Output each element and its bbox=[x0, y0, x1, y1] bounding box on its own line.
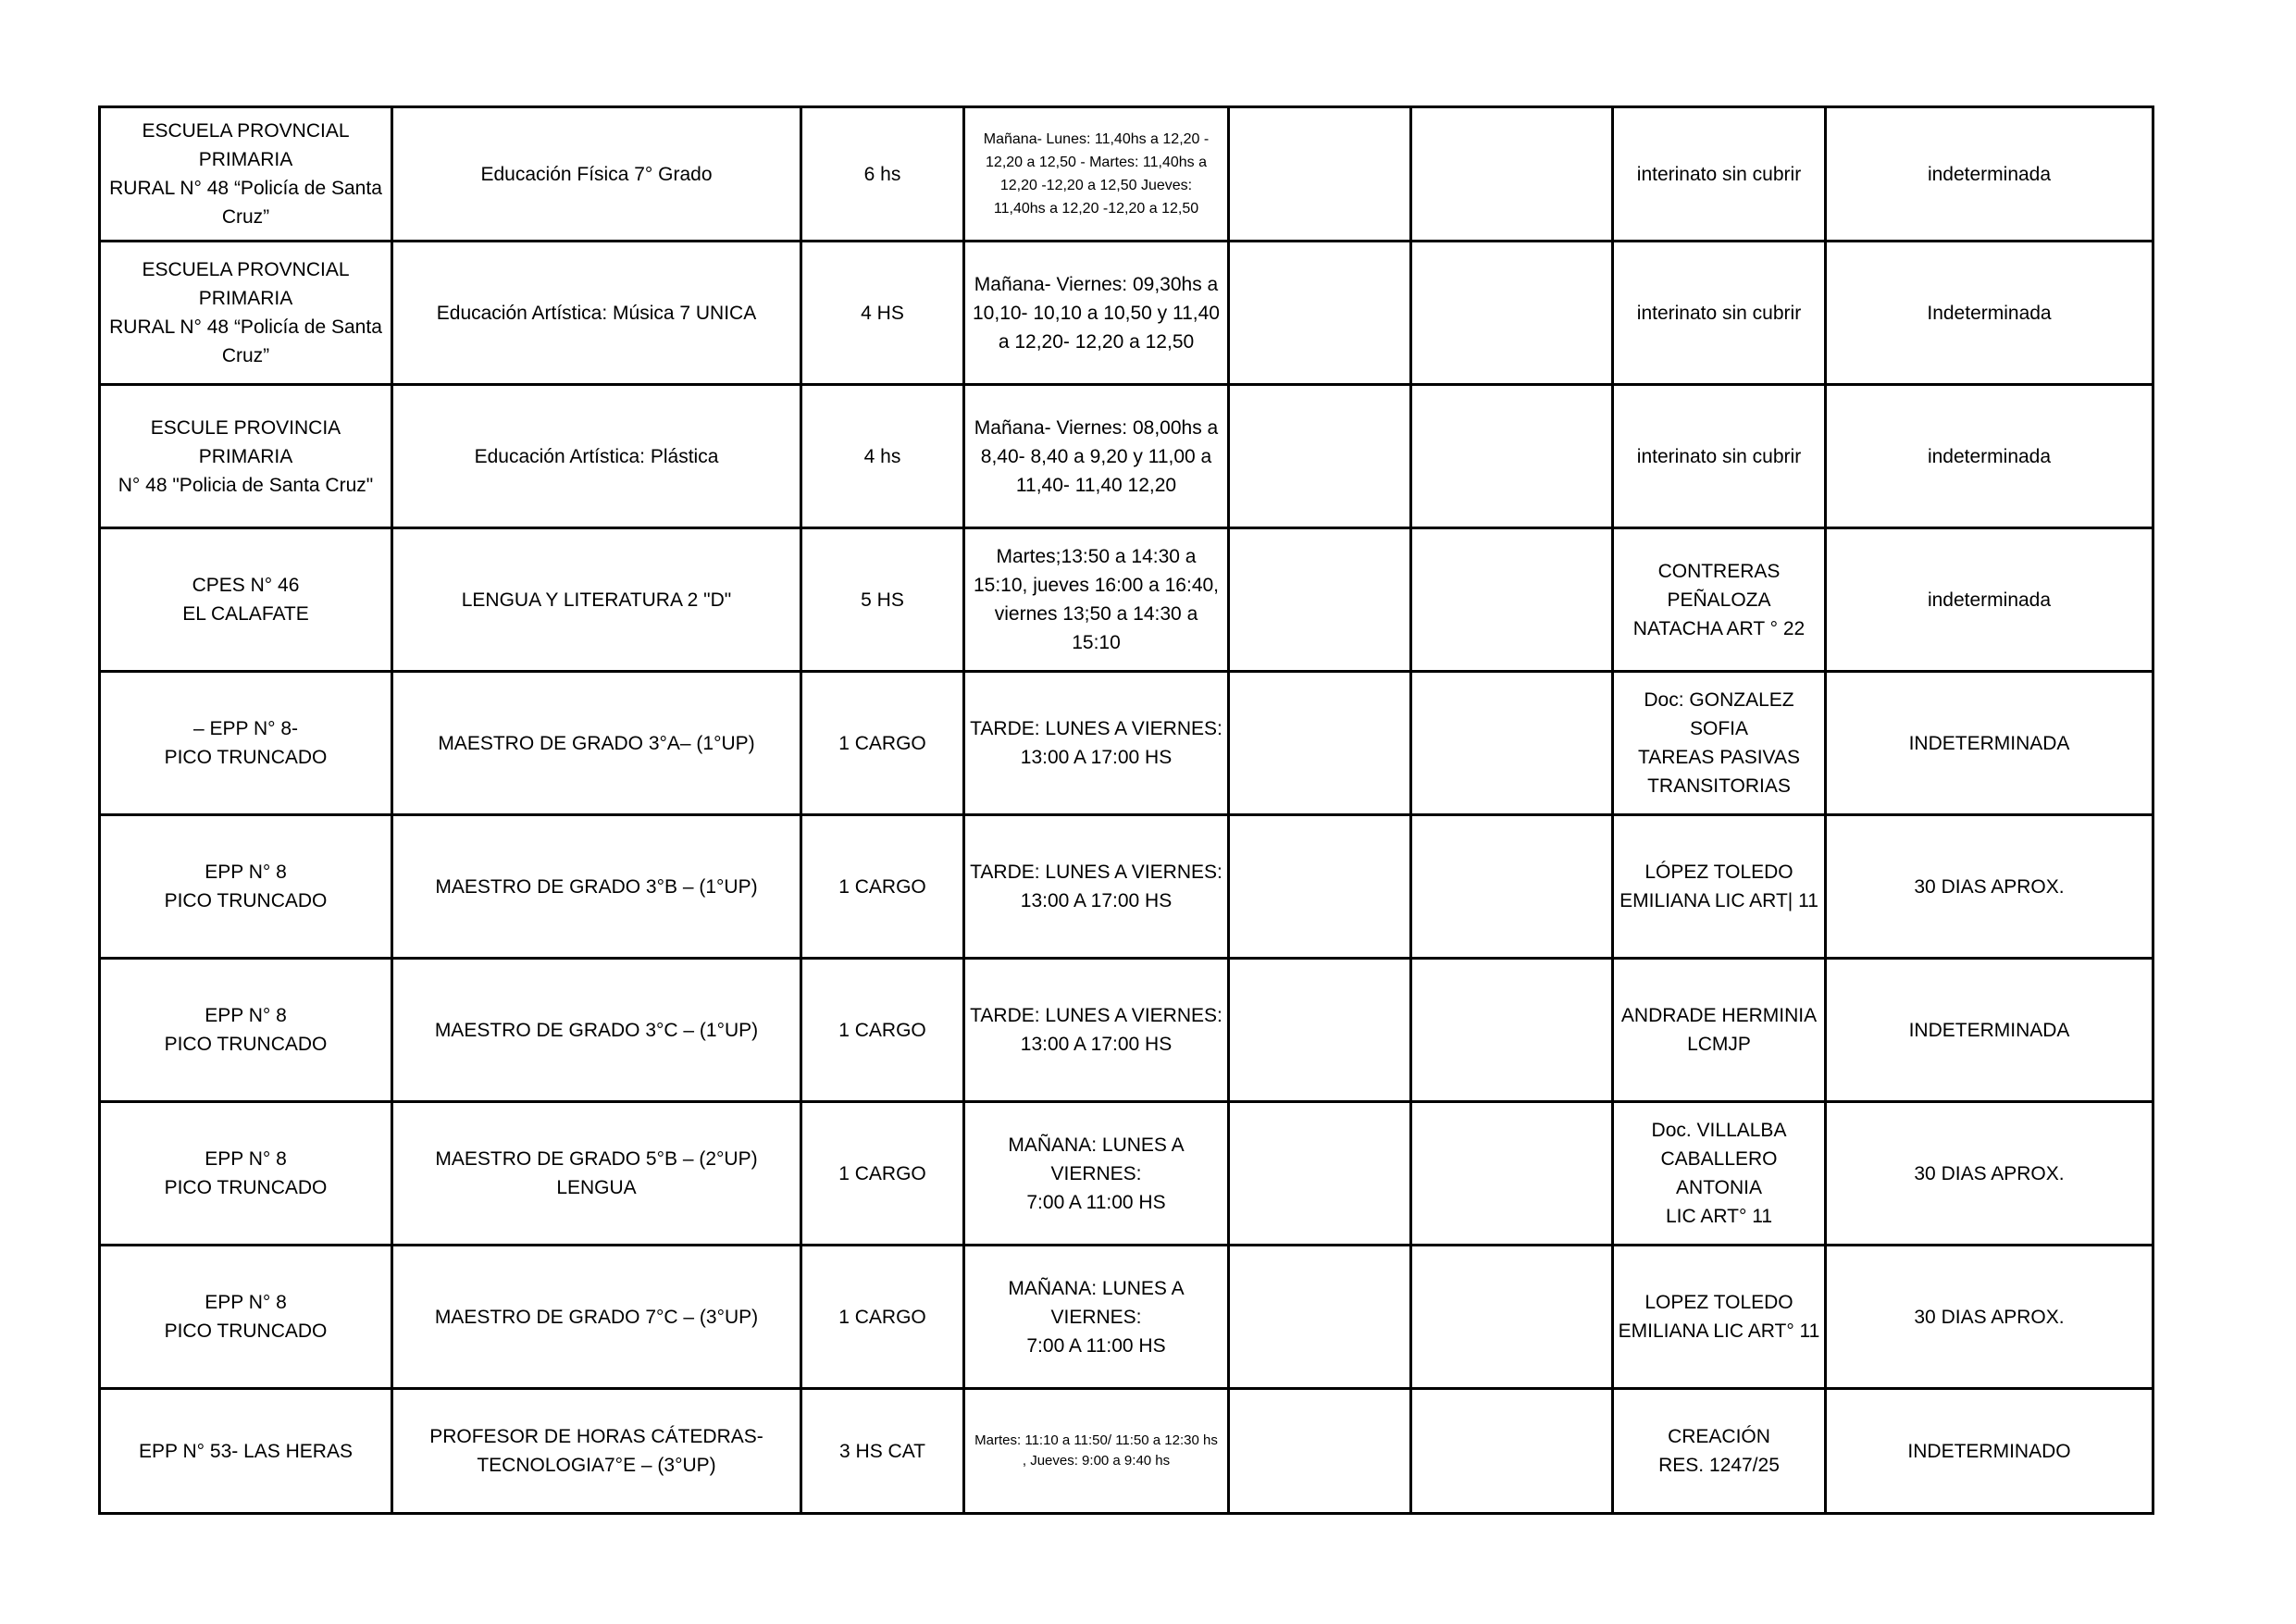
table-row bbox=[100, 1246, 2153, 1389]
empty-cell bbox=[1411, 385, 1613, 528]
subject-cell: Educación Física 7° Grado bbox=[392, 107, 801, 242]
hours-cell: 1 CARGO bbox=[801, 1246, 964, 1389]
empty-cell bbox=[1229, 1246, 1411, 1389]
empty-cell bbox=[1411, 107, 1613, 242]
holder-cell: Doc. VILLALBA CABALLERO ANTONIA LIC ART° 11 bbox=[1613, 1102, 1826, 1246]
school-cell: ESCUELA PROVNCIAL PRIMARIA RURAL N° 48 “Policía de Santa Cruz” bbox=[100, 242, 392, 385]
hours-cell: 1 CARGO bbox=[801, 959, 964, 1102]
empty-cell bbox=[1411, 959, 1613, 1102]
school-cell: EPP N° 8 PICO TRUNCADO bbox=[100, 1246, 392, 1389]
hours-cell: 4 hs bbox=[801, 385, 964, 528]
school-cell: EPP N° 8 PICO TRUNCADO bbox=[100, 1102, 392, 1246]
duration-cell: 30 DIAS APROX. bbox=[1826, 1102, 2153, 1246]
subject-cell: Educación Artística: Música 7 UNICA bbox=[392, 242, 801, 385]
holder-cell: ANDRADE HERMINIA LCMJP bbox=[1613, 959, 1826, 1102]
holder-cell: LÓPEZ TOLEDO EMILIANA LIC ART| 11 bbox=[1613, 815, 1826, 959]
school-cell: ESCUELA PROVNCIAL PRIMARIA RURAL N° 48 “Policía de Santa Cruz” bbox=[100, 107, 392, 242]
empty-cell bbox=[1229, 1389, 1411, 1514]
duration-cell: indeterminada bbox=[1826, 528, 2153, 672]
duration-cell: 30 DIAS APROX. bbox=[1826, 815, 2153, 959]
table-row bbox=[100, 385, 2153, 528]
empty-cell bbox=[1411, 815, 1613, 959]
schedule-cell: TARDE: LUNES A VIERNES: 13:00 A 17:00 HS bbox=[964, 672, 1229, 815]
subject-cell: MAESTRO DE GRADO 3°C – (1°UP) bbox=[392, 959, 801, 1102]
empty-cell bbox=[1229, 107, 1411, 242]
schedule-cell: MAÑANA: LUNES A VIERNES: 7:00 A 11:00 HS bbox=[964, 1102, 1229, 1246]
schedule-cell: MAÑANA: LUNES A VIERNES: 7:00 A 11:00 HS bbox=[964, 1246, 1229, 1389]
empty-cell bbox=[1411, 672, 1613, 815]
hours-cell: 3 HS CAT bbox=[801, 1389, 964, 1514]
empty-cell bbox=[1229, 242, 1411, 385]
table-row bbox=[100, 815, 2153, 959]
subject-cell: MAESTRO DE GRADO 3°A– (1°UP) bbox=[392, 672, 801, 815]
school-cell: EPP N° 8 PICO TRUNCADO bbox=[100, 815, 392, 959]
hours-cell: 1 CARGO bbox=[801, 1102, 964, 1246]
empty-cell bbox=[1229, 385, 1411, 528]
school-cell: CPES N° 46 EL CALAFATE bbox=[100, 528, 392, 672]
schedule-cell: Martes;13:50 a 14:30 a 15:10, jueves 16:00 a 16:40, viernes 13;50 a 14:30 a 15:10 bbox=[964, 528, 1229, 672]
subject-cell: PROFESOR DE HORAS CÁTEDRAS- TECNOLOGIA7°E – (3°UP) bbox=[392, 1389, 801, 1514]
vacancies-table bbox=[98, 105, 2154, 1515]
hours-cell: 4 HS bbox=[801, 242, 964, 385]
school-cell: ESCULE PROVINCIA PRIMARIA N° 48 "Policia de Santa Cruz" bbox=[100, 385, 392, 528]
empty-cell bbox=[1229, 528, 1411, 672]
holder-cell: CREACIÓN RES. 1247/25 bbox=[1613, 1389, 1826, 1514]
empty-cell bbox=[1411, 1246, 1613, 1389]
holder-cell: Doc: GONZALEZ SOFIA TAREAS PASIVAS TRANSITORIAS bbox=[1613, 672, 1826, 815]
duration-cell: INDETERMINADA bbox=[1826, 672, 2153, 815]
subject-cell: MAESTRO DE GRADO 3°B – (1°UP) bbox=[392, 815, 801, 959]
holder-cell: interinato sin cubrir bbox=[1613, 242, 1826, 385]
table-row bbox=[100, 1102, 2153, 1246]
table-row bbox=[100, 959, 2153, 1102]
holder-cell: interinato sin cubrir bbox=[1613, 385, 1826, 528]
table-row bbox=[100, 528, 2153, 672]
empty-cell bbox=[1229, 959, 1411, 1102]
holder-cell: CONTRERAS PEÑALOZA NATACHA ART ° 22 bbox=[1613, 528, 1826, 672]
hours-cell: 1 CARGO bbox=[801, 672, 964, 815]
empty-cell bbox=[1229, 672, 1411, 815]
empty-cell bbox=[1411, 1389, 1613, 1514]
subject-cell: MAESTRO DE GRADO 5°B – (2°UP) LENGUA bbox=[392, 1102, 801, 1246]
empty-cell bbox=[1411, 1102, 1613, 1246]
holder-cell: LOPEZ TOLEDO EMILIANA LIC ART° 11 bbox=[1613, 1246, 1826, 1389]
table-row bbox=[100, 672, 2153, 815]
duration-cell: INDETERMINADO bbox=[1826, 1389, 2153, 1514]
subject-cell: MAESTRO DE GRADO 7°C – (3°UP) bbox=[392, 1246, 801, 1389]
schedule-cell: TARDE: LUNES A VIERNES: 13:00 A 17:00 HS bbox=[964, 815, 1229, 959]
table-row bbox=[100, 242, 2153, 385]
duration-cell: 30 DIAS APROX. bbox=[1826, 1246, 2153, 1389]
subject-cell: Educación Artística: Plástica bbox=[392, 385, 801, 528]
duration-cell: INDETERMINADA bbox=[1826, 959, 2153, 1102]
hours-cell: 5 HS bbox=[801, 528, 964, 672]
schedule-cell: TARDE: LUNES A VIERNES: 13:00 A 17:00 HS bbox=[964, 959, 1229, 1102]
duration-cell: indeterminada bbox=[1826, 385, 2153, 528]
table-row bbox=[100, 1389, 2153, 1514]
hours-cell: 6 hs bbox=[801, 107, 964, 242]
school-cell: EPP N° 8 PICO TRUNCADO bbox=[100, 959, 392, 1102]
duration-cell: Indeterminada bbox=[1826, 242, 2153, 385]
hours-cell: 1 CARGO bbox=[801, 815, 964, 959]
school-cell: – EPP N° 8- PICO TRUNCADO bbox=[100, 672, 392, 815]
empty-cell bbox=[1229, 815, 1411, 959]
holder-cell: interinato sin cubrir bbox=[1613, 107, 1826, 242]
empty-cell bbox=[1411, 242, 1613, 385]
empty-cell bbox=[1411, 528, 1613, 672]
schedule-cell: Mañana- Viernes: 08,00hs a 8,40- 8,40 a 9,20 y 11,00 a 11,40- 11,40 12,20 bbox=[964, 385, 1229, 528]
schedule-cell: Martes: 11:10 a 11:50/ 11:50 a 12:30 hs , Jueves: 9:00 a 9:40 hs bbox=[964, 1389, 1229, 1514]
duration-cell: indeterminada bbox=[1826, 107, 2153, 242]
empty-cell bbox=[1229, 1102, 1411, 1246]
school-cell: EPP N° 53- LAS HERAS bbox=[100, 1389, 392, 1514]
schedule-cell: Mañana- Lunes: 11,40hs a 12,20 - 12,20 a 12,50 - Martes: 11,40hs a 12,20 -12,20 a 12,50 Jueves: 11,40hs a 12,20 -12,20 a 12,50 bbox=[964, 107, 1229, 242]
schedule-cell: Mañana- Viernes: 09,30hs a 10,10- 10,10 a 10,50 y 11,40 a 12,20- 12,20 a 12,50 bbox=[964, 242, 1229, 385]
subject-cell: LENGUA Y LITERATURA 2 "D" bbox=[392, 528, 801, 672]
table-row bbox=[100, 107, 2153, 242]
